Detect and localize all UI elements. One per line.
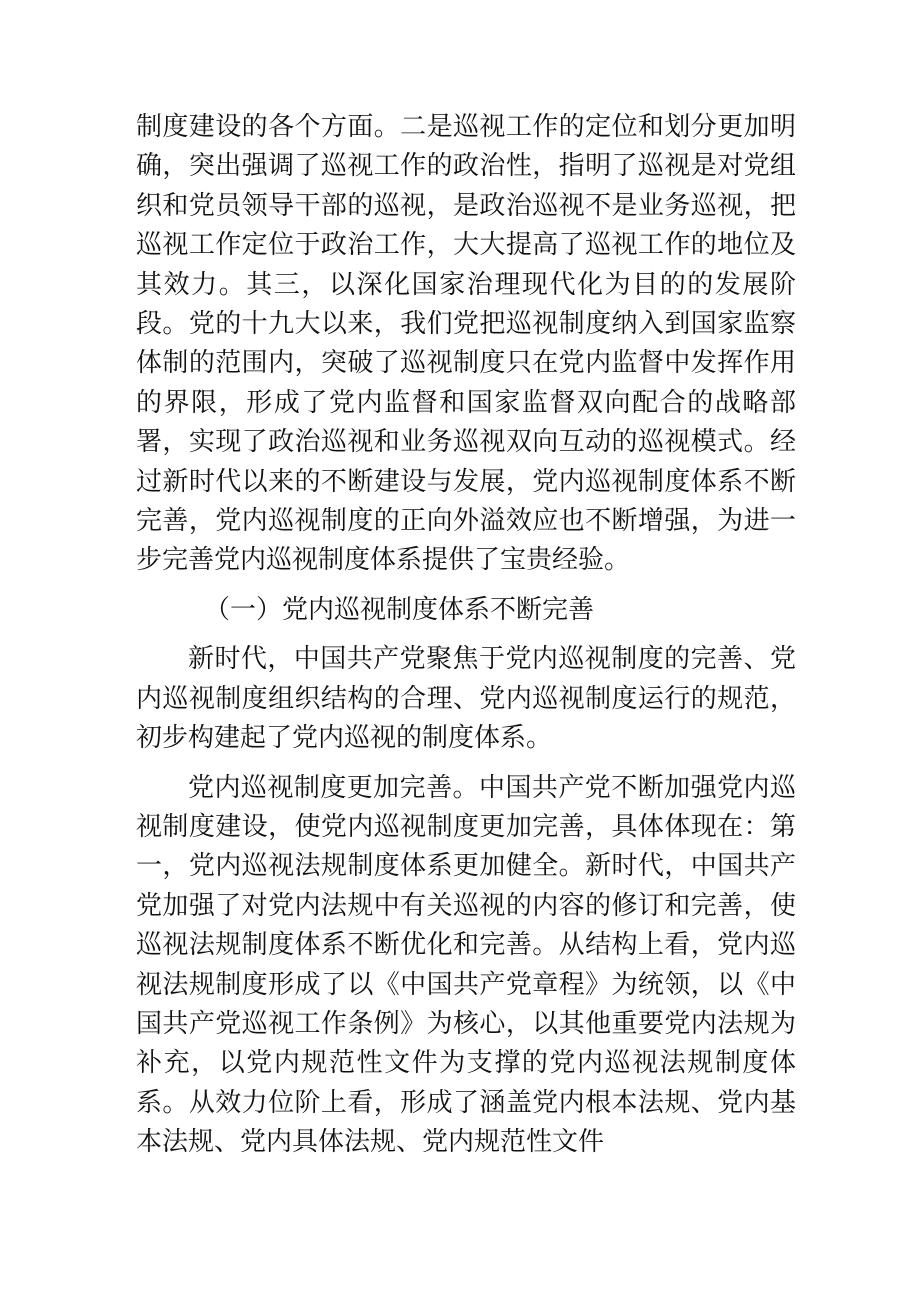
paragraph-gap	[136, 759, 796, 769]
paragraph-gap	[136, 630, 796, 640]
paragraph-main: 党内巡视制度更加完善。中国共产党不断加强党内巡视制度建设，使党内巡视制度更加完善，具体体现在：第一，党内巡视法规制度体系更加健全。新时代，中国共产党加强了对党内法规中有关巡视的内容的修订和完善，使巡视法规制度体系不断优化和完善。从结构上看，党内巡视法规制度形成了以《中国共产党章程》为统领，以《中国共产党巡视工作条例》为核心，以其他重要党内法规为补充，以党内规范性文件为支撑的党内巡视法规制度体系。从效力位阶上看，形成了涵盖党内根本法规、党内基本法规、党内具体法规、党内规范性文件	[136, 772, 796, 1158]
section-heading: （一）党内巡视制度体系不断完善	[204, 594, 595, 625]
paragraph-intro: 新时代，中国共产党聚焦于党内巡视制度的完善、党内巡视制度组织结构的合理、党内巡视制度运行的规范，初步构建起了党内巡视的制度体系。	[136, 644, 796, 754]
paragraph-continuation: 制度建设的各个方面。二是巡视工作的定位和划分更加明确，突出强调了巡视工作的政治性，指明了巡视是对党组织和党员领导干部的巡视，是政治巡视不是业务巡视，把巡视工作定位于政治工作，大大提高了巡视工作的地位及其效力。其三，以深化国家治理现代化为目的的发展阶段。党的十九大以来，我们党把巡视制度纳入到国家监察体制的范围内，突破了巡视制度只在党内监督中发挥作用的界限，形成了党内监督和国家监督双向配合的战略部署，实现了政治巡视和业务巡视双向互动的巡视模式。经过新时代以来的不断建设与发展，党内巡视制度体系不断完善，党内巡视制度的正向外溢效应也不断增强，为进一步完善党内巡视制度体系提供了宝贵经验。	[136, 112, 796, 576]
document-body	[136, 108, 796, 1163]
paragraph-gap	[136, 581, 796, 591]
